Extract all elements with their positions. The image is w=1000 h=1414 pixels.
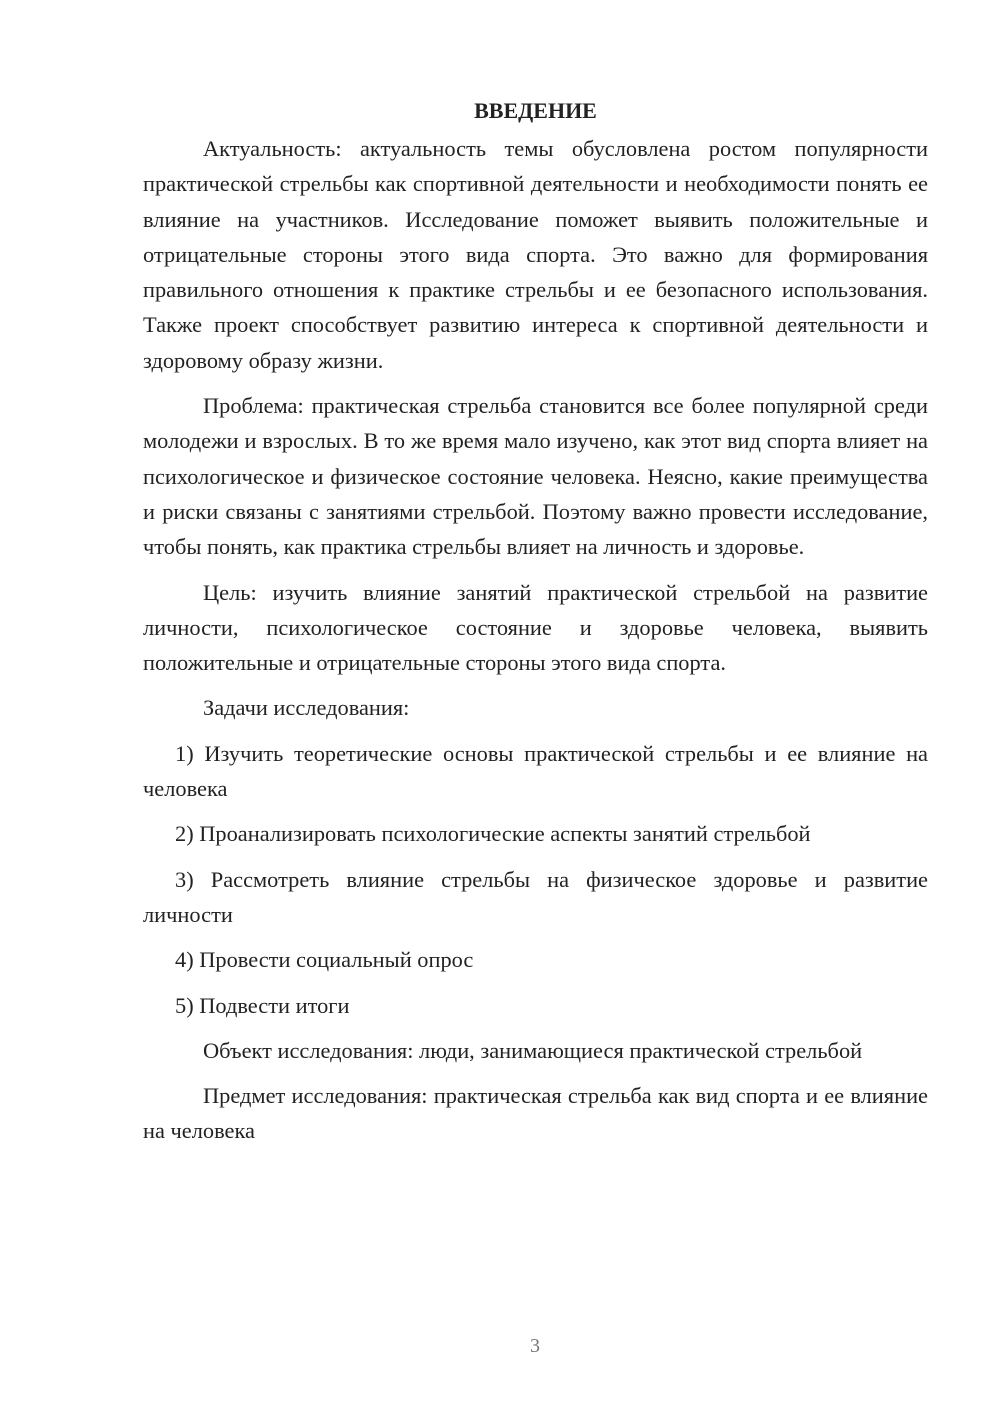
page-title: ВВЕДЕНИЕ xyxy=(474,98,597,123)
task-item-4: 4) Провести социальный опрос xyxy=(175,947,474,973)
page-number: 3 xyxy=(530,1335,540,1357)
problem-paragraph: Проблема: практическая стрельба становится все более популярной среди молодежи и взрослых. В то же время мало изучено, как этот вид спорта влияет на психологическое и физическое состояние человека. Неясно, какие преимущества и риски связаны с занятиями стрельбой. Поэтому важно провести исследование, чтобы понять, как практика стрельбы влияет на личность и здоровье. xyxy=(143,393,928,560)
task-item-1: 1) Изучить теоретические основы практической стрельбы и ее влияние на человека xyxy=(143,740,928,802)
page-number-container xyxy=(0,1334,1000,1358)
goal-paragraph: Цель: изучить влияние занятий практической стрельбой на развитие личности, психологическое состояние и здоровье человека, выявить положительные и отрицательные стороны этого вида спорта. xyxy=(143,579,928,676)
tasks-title: Задачи исследования: xyxy=(203,695,410,721)
task-item-2: 2) Проанализировать психологические аспекты занятий стрельбой xyxy=(175,821,811,847)
relevance-paragraph: Актуальность: актуальность темы обусловлена ростом популярности практической стрельбы как спортивной деятельности и необходимости понять ее влияние на участников. Исследование поможет выявить положительные и отрицательные стороны этого вида спорта. Это важно для формирования правильного отношения к практике стрельбы и ее безопасного использования. Также проект способствует развитию интереса к спортивной деятельности и здоровому образу жизни. xyxy=(143,136,928,373)
task-item-5: 5) Подвести итоги xyxy=(175,992,350,1018)
document-page xyxy=(143,94,928,1149)
task-item-3: 3) Рассмотреть влияние стрельбы на физическое здоровье и развитие личности xyxy=(143,866,928,927)
object-paragraph: Объект исследования: люди, занимающиеся практической стрельбой xyxy=(203,1037,863,1063)
subject-paragraph: Предмет исследования: практическая стрельба как вид спорта и ее влияние на человека xyxy=(143,1083,928,1144)
